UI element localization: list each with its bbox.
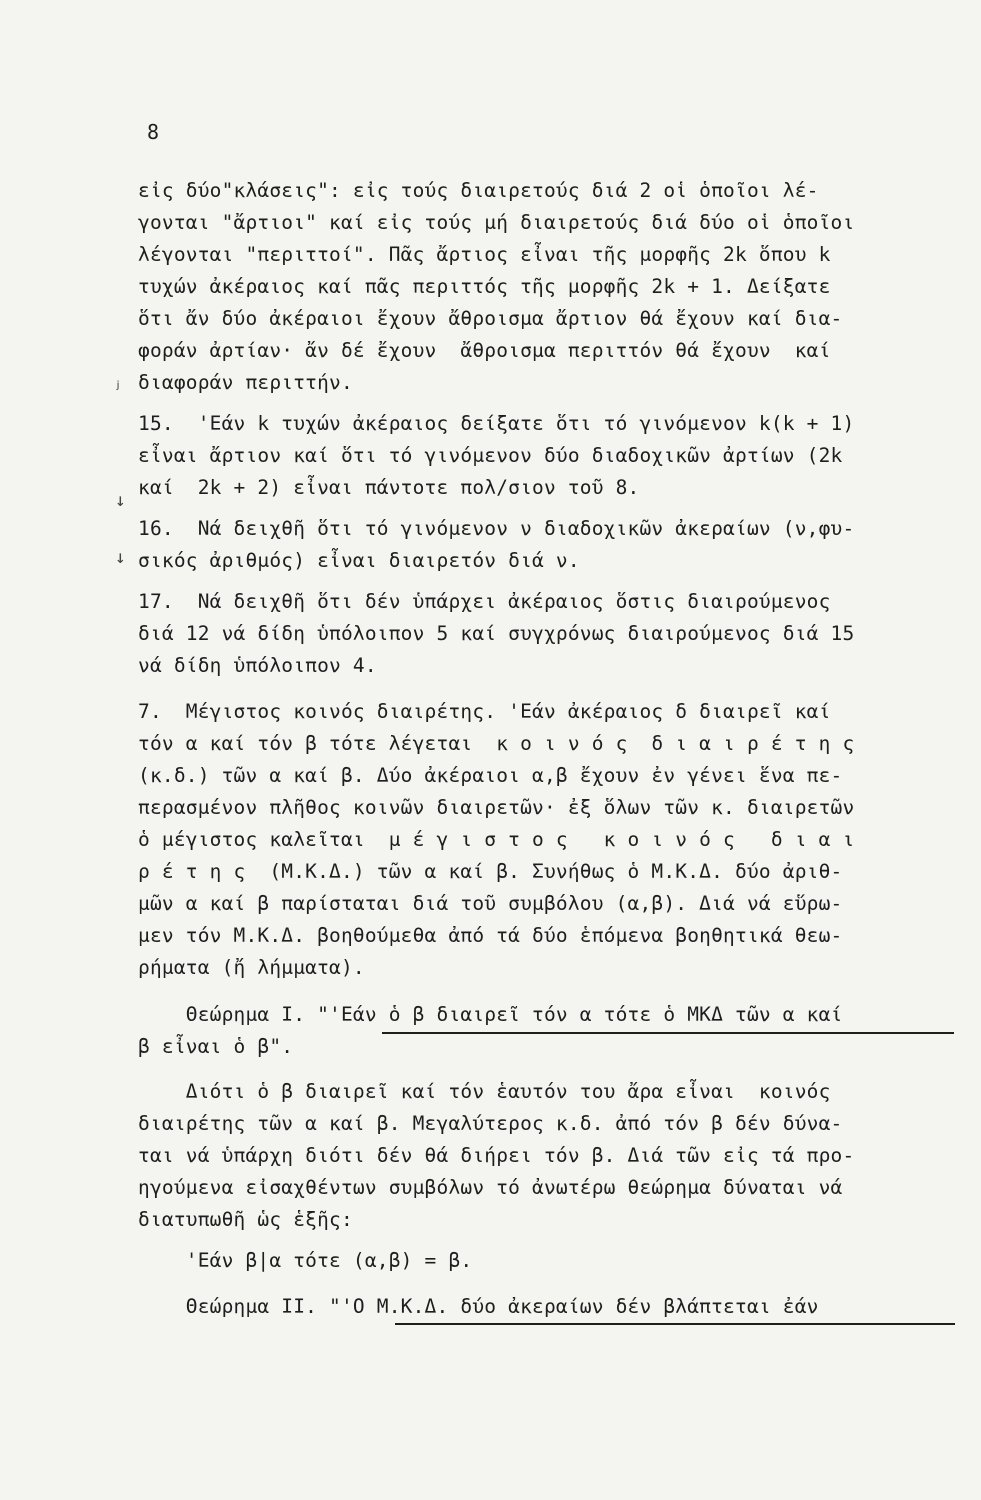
text-line: λέγονται "περιττοί". Πᾶς ἄρτιος εἶναι τῆς μορφῆς 2k ὅπου k [138,243,831,266]
text-line: νά δίδη ὑπόλοιπον 4. [138,654,377,677]
text-line: (κ.δ.) τῶν α καί β. Δύο ἀκέραιοι α,β ἔχουν ἐν γένει ἕνα πε- [138,764,843,787]
text-line: μῶν α καί β παρίσταται διά τοῦ συμβόλου (α,β). Διά νά εὕρω- [138,892,843,915]
text-line: σικός ἀριθμός) εἶναι διαιρετόν διά ν. [138,549,580,572]
text-line: ὅτι ἄν δύο ἀκέραιοι ἔχουν ἄθροισμα ἄρτιον θά ἔχουν καί δια- [138,307,843,330]
text-line: διαφοράν περιττήν. [138,371,353,394]
text-line: μεν τόν Μ.Κ.Δ. βοηθούμεθα ἀπό τά δύο ἑπόμενα βοηθητικά θεω- [138,924,843,947]
text-line: εἰς δύο"κλάσεις": εἰς τούς διαιρετούς διά 2 οἱ ὁποῖοι λέ- [138,179,819,202]
text-line: περασμένον πλῆθος κοινῶν διαιρετῶν· ἐξ ὅλων τῶν κ. διαιρετῶν [138,796,855,819]
text-line: διαιρέτης τῶν α καί β. Μεγαλύτερος κ.δ. ἀπό τόν β δέν δύνα- [138,1112,843,1135]
text-line: ρήματα (ἤ λήμματα). [138,956,365,979]
exercise-17-line: 17. Νά δειχθῆ ὅτι δέν ὑπάρχει ἀκέραιος ὅστις διαιρούμενος [138,590,831,613]
theorem-2-line: Θεώρημα ΙΙ. "'Ο Μ.Κ.Δ. δύο ἀκεραίων δέν βλάπτεται ἐάν [138,1295,819,1318]
text-line: φοράν ἀρτίαν· ἄν δέ ἔχουν ἄθροισμα περιττόν θά ἔχουν καί [138,339,831,362]
margin-mark-icon: ʲ [112,378,123,399]
text-line: γονται "ἄρτιοι" καί εἰς τούς μή διαιρετούς διά δύο οἱ ὁποῖοι [138,211,855,234]
exercise-16-line: 16. Νά δειχθῆ ὅτι τό γινόμενον ν διαδοχικῶν ἀκεραίων (ν,φυ- [138,517,855,540]
text-line: ηγούμενα εἰσαχθέντων συμβόλων τό ἀνωτέρω θεώρημα δύναται νά [138,1176,843,1199]
text-line: διά 12 νά δίδη ὑπόλοιπον 5 καί συγχρόνως διαιρούμενος διά 15 [138,622,855,645]
text-line: ται νά ὑπάρχη διότι δέν θά διήρει τόν β. Διά τῶν εἰς τά προ- [138,1144,855,1167]
formula-line: 'Εάν β|α τότε (α,β) = β. [138,1249,473,1272]
text-line: τόν α καί τόν β τότε λέγεται κ ο ι ν ό ς δ ι α ι ρ έ τ η ς [138,732,855,755]
text-line: Διότι ὁ β διαιρεῖ καί τόν ἑαυτόν του ἄρα εἶναι κοινός [138,1080,831,1103]
text-line: τυχών ἀκέραιος καί πᾶς περιττός τῆς μορφῆς 2k + 1. Δείξατε [138,275,831,298]
margin-mark-icon: ↓ [115,547,126,568]
text-line: καί 2k + 2) εἶναι πάντοτε πολ/σιον τοῦ 8. [138,476,640,499]
theorem-1-line: Θεώρημα Ι. "'Εάν ὁ β διαιρεῖ τόν α τότε ὁ ΜΚΔ τῶν α καί [138,1003,843,1026]
page-number: 8 [147,120,160,144]
text-line: ρ έ τ η ς (Μ.Κ.Δ.) τῶν α καί β. Συνήθως ὁ Μ.Κ.Δ. δύο ἀριθ- [138,860,843,883]
text-line: εἶναι ἄρτιον καί ὅτι τό γινόμενον δύο διαδοχικῶν ἀρτίων (2k [138,444,843,467]
theorem-underline [395,1323,955,1325]
text-line: ὁ μέγιστος καλεῖται μ έ γ ι σ τ ο ς κ ο ι ν ό ς δ ι α ι [138,828,855,851]
margin-mark-icon: ↓ [115,490,126,511]
theorem-underline [382,1032,954,1034]
section-heading-line: 7. Μέγιστος κοινός διαιρέτης. 'Εάν ἀκέραιος δ διαιρεῖ καί [138,700,831,723]
text-line: β εἶναι ὁ β". [138,1035,294,1058]
text-line: διατυπωθῆ ὡς ἑξῆς: [138,1208,353,1231]
exercise-15-line: 15. 'Εάν k τυχών ἀκέραιος δείξατε ὅτι τό γινόμενον k(k + 1) [138,412,855,435]
